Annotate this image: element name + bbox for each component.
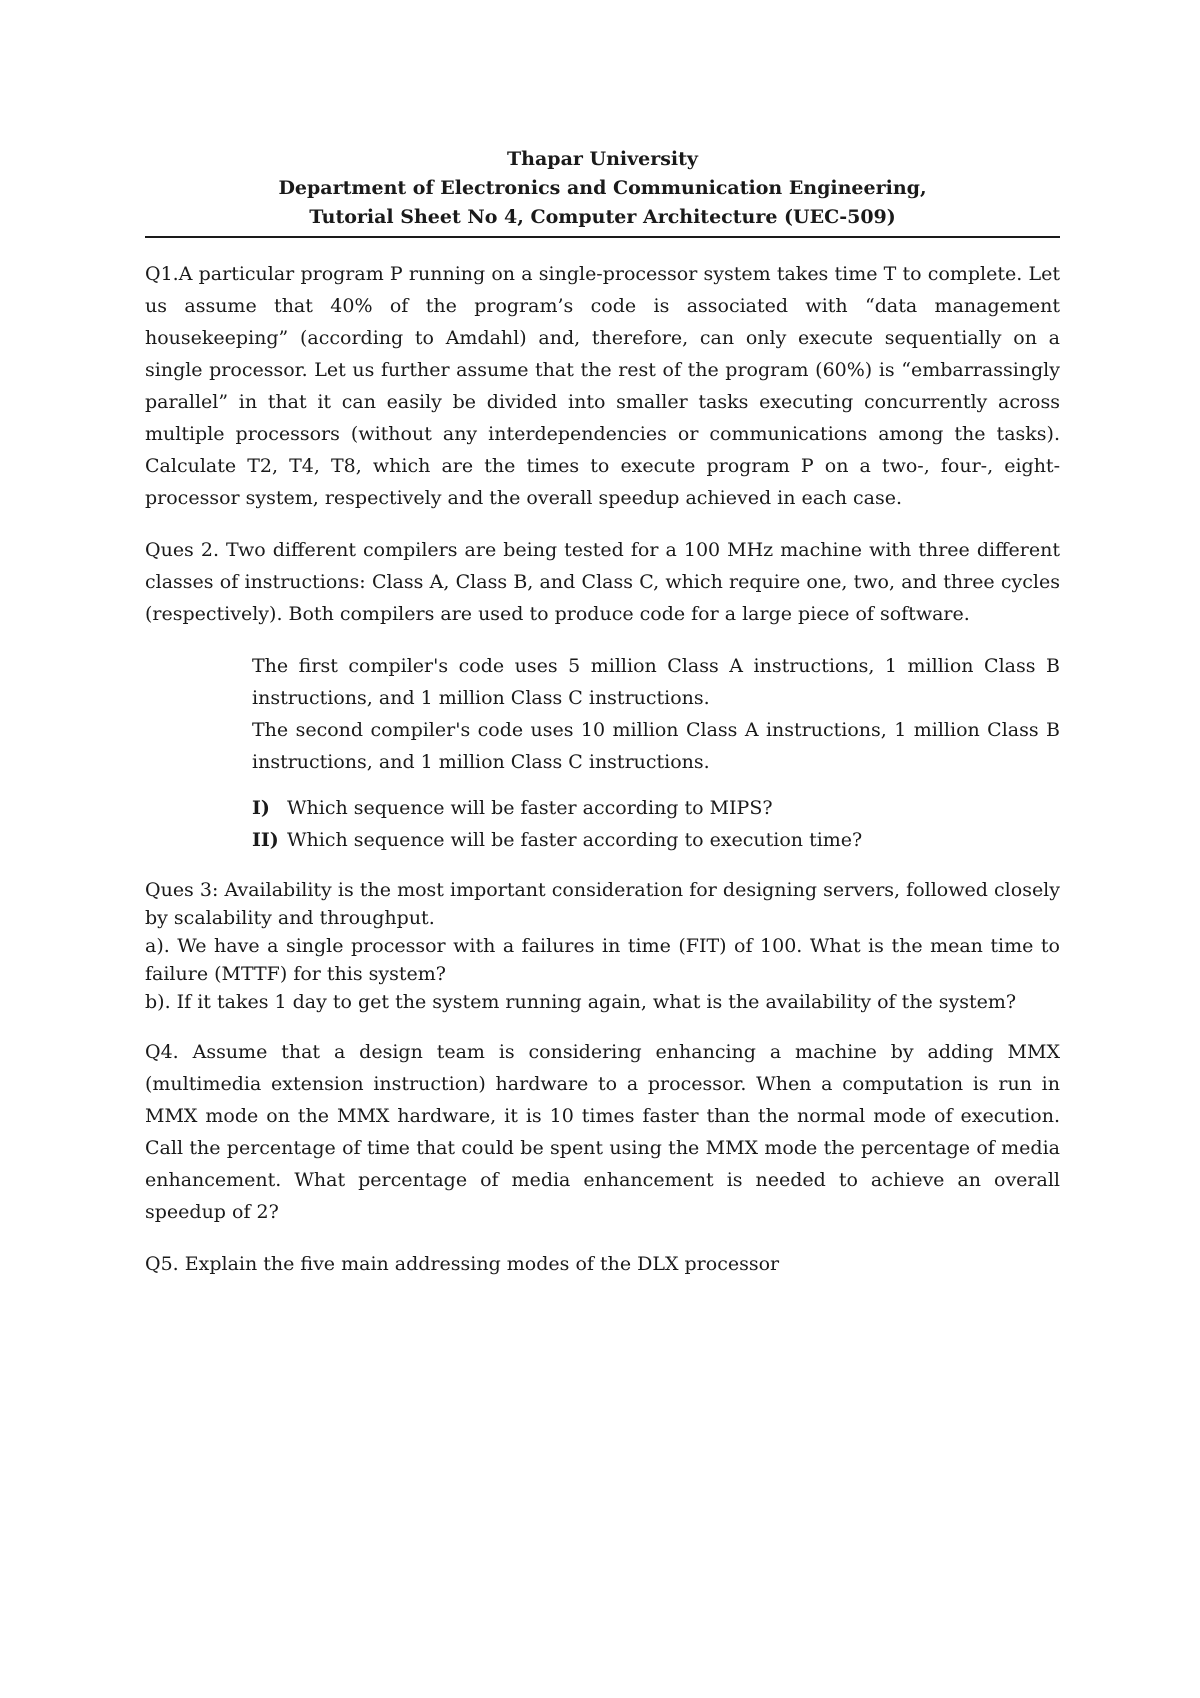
tutorial-sheet xyxy=(145,145,1060,1280)
compiler-1-text: The first compiler's code uses 5 million Class A instructions, 1 million Class B instructions, and 1 million Class C instructions. xyxy=(252,655,1060,709)
question-3-part-b: b). If it takes 1 day to get the system running again, what is the availability of the system? xyxy=(145,991,1017,1013)
question-2-intro: Ques 2. Two different compilers are being tested for a 100 MHz machine with three different classes of instructions: Class A, Class B, and Class C, which require one, two, and three cycles (respectively). Both compilers are used to produce code for a large piece of software. xyxy=(145,539,1060,625)
university-name: Thapar University xyxy=(507,148,698,170)
question-2-subparts xyxy=(252,792,1060,856)
subpart-item xyxy=(252,792,1060,824)
compiler-2-text: The second compiler's code uses 10 million Class A instructions, 1 million Class B instructions, and 1 million Class C instructions. xyxy=(252,719,1060,773)
question-3-part-a: a). We have a single processor with a failures in time (FIT) of 100. What is the mean time to failure (MTTF) for this system? xyxy=(145,935,1060,985)
subpart-text: Which sequence will be faster according to MIPS? xyxy=(287,797,773,819)
question-3 xyxy=(145,876,1060,1016)
question-1: Q1.A particular program P running on a single-processor system takes time T to complete. Let us assume that 40% of the program’s code is associated with “data management housekeeping” (according to Amdahl) and, therefore, can only execute sequentially on a single processor. Let us further assume that the rest of the program (60%) is “embarrassingly parallel” in that it can easily be divided into smaller tasks executing concurrently across multiple processors (without any interdependencies or communications among the tasks). Calculate T2, T4, T8, which are the times to execute program P on a two-, four-, eight-processor system, respectively and the overall speedup achieved in each case. xyxy=(145,263,1060,509)
subpart-text: Which sequence will be faster according to execution time? xyxy=(287,829,863,851)
question-5: Q5. Explain the five main addressing modes of the DLX processor xyxy=(145,1253,780,1275)
subpart-number: II) xyxy=(252,829,279,851)
question-3-intro: Ques 3: Availability is the most important consideration for designing servers, followed closely by scalability and throughput. xyxy=(145,879,1060,929)
subpart-item xyxy=(252,824,1060,856)
sheet-header xyxy=(145,145,1060,238)
department-name: Department of Electronics and Communication Engineering, xyxy=(278,177,927,199)
sheet-title: Tutorial Sheet No 4, Computer Architecture (UEC-509) xyxy=(309,206,896,228)
subpart-number: I) xyxy=(252,797,270,819)
question-4: Q4. Assume that a design team is considering enhancing a machine by adding MMX (multimedia extension instruction) hardware to a processor. When a computation is run in MMX mode on the MMX hardware, it is 10 times faster than the normal mode of execution. Call the percentage of time that could be spent using the MMX mode the percentage of media enhancement. What percentage of media enhancement is needed to achieve an overall speedup of 2? xyxy=(145,1041,1060,1223)
question-2-compilers xyxy=(252,650,1060,778)
